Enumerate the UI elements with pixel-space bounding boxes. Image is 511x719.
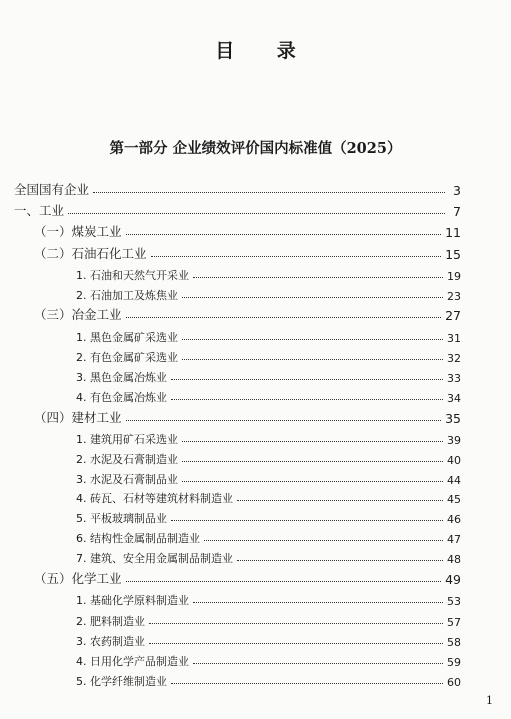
- dot-leader: [182, 296, 443, 298]
- dot-leader: [204, 539, 443, 541]
- dot-leader: [182, 460, 443, 462]
- toc-entry[interactable]: [76, 546, 461, 566]
- toc-entry-page: 47: [447, 533, 461, 546]
- dot-leader: [126, 580, 442, 582]
- toc-entry[interactable]: [14, 178, 461, 198]
- toc-entry-page: 44: [447, 474, 461, 487]
- toc-entry[interactable]: [76, 283, 461, 303]
- toc-entry[interactable]: [14, 199, 461, 219]
- toc-entry-page: 48: [447, 553, 461, 566]
- toc-entry-label: 2. 有色金属矿采选业: [76, 351, 178, 364]
- toc-entry-page: 35: [445, 411, 461, 426]
- dot-leader: [182, 358, 443, 360]
- toc-entry[interactable]: [76, 526, 461, 546]
- toc-entry[interactable]: [76, 669, 461, 689]
- toc-entry[interactable]: [76, 506, 461, 526]
- toc-entry[interactable]: [76, 588, 461, 608]
- toc-entry-page: 34: [447, 392, 461, 405]
- toc-entry-label: （四）建材工业: [34, 410, 122, 425]
- toc-entry-page: 7: [453, 204, 461, 219]
- toc-entry-page: 11: [445, 225, 461, 240]
- toc-entry-label: 2. 水泥及石膏制造业: [76, 453, 178, 466]
- toc-entry-label: 6. 结构性金属制品制造业: [76, 532, 200, 545]
- toc-entry-label: （二）石油石化工业: [34, 246, 147, 261]
- dot-leader: [182, 338, 443, 340]
- page-number: 1: [486, 694, 493, 707]
- toc-entry[interactable]: [34, 303, 461, 323]
- toc-entry[interactable]: [34, 220, 461, 240]
- dot-leader: [149, 642, 443, 644]
- dot-leader: [126, 233, 442, 235]
- toc-entry-label: 2. 肥料制造业: [76, 615, 145, 628]
- toc-entry-page: 59: [447, 656, 461, 669]
- toc-entry-label: 4. 日用化学产品制造业: [76, 655, 189, 668]
- toc-entry[interactable]: [34, 406, 461, 426]
- dot-leader: [126, 316, 442, 318]
- dot-leader: [171, 398, 443, 400]
- toc-entry[interactable]: [76, 649, 461, 669]
- dot-leader: [182, 440, 443, 442]
- toc-entry[interactable]: [76, 609, 461, 629]
- toc-entry-label: 4. 有色金属冶炼业: [76, 391, 167, 404]
- toc-entry[interactable]: [76, 447, 461, 467]
- toc-entry-page: 3: [453, 183, 461, 198]
- dot-leader: [171, 682, 443, 684]
- toc-entry-label: 5. 化学纤维制造业: [76, 675, 167, 688]
- toc-entry[interactable]: [34, 242, 461, 262]
- toc-entry-label: 3. 农药制造业: [76, 635, 145, 648]
- dot-leader: [151, 255, 442, 257]
- toc-entry[interactable]: [34, 567, 461, 587]
- toc-entry-page: 32: [447, 352, 461, 365]
- toc-entry-label: 1. 基础化学原料制造业: [76, 594, 189, 607]
- part-heading: 第一部分 企业绩效评价国内标准值（2025）: [109, 140, 402, 157]
- dot-leader: [171, 378, 443, 380]
- toc-entry-page: 27: [445, 308, 461, 323]
- dot-leader: [126, 419, 442, 421]
- toc-entry[interactable]: [76, 365, 461, 385]
- toc-entry-label: 2. 石油加工及炼焦业: [76, 289, 178, 302]
- toc-entry[interactable]: [76, 325, 461, 345]
- toc-entry[interactable]: [76, 263, 461, 283]
- toc-entry-page: 46: [447, 513, 461, 526]
- toc-entry-label: 7. 建筑、安全用金属制品制造业: [76, 552, 233, 565]
- toc-entry-label: 一、工业: [14, 203, 65, 218]
- toc-entry[interactable]: [76, 486, 461, 506]
- dot-leader: [193, 276, 443, 278]
- toc-entry-page: 49: [445, 572, 461, 587]
- toc-title: 目 录: [215, 40, 314, 62]
- toc-entry-page: 33: [447, 372, 461, 385]
- dot-leader: [237, 559, 443, 561]
- dot-leader: [182, 480, 443, 482]
- toc-entry[interactable]: [76, 629, 461, 649]
- toc-entry-page: 58: [447, 636, 461, 649]
- toc-entry-label: 3. 水泥及石膏制品业: [76, 473, 178, 486]
- toc-entry-label: （五）化学工业: [34, 571, 122, 586]
- toc-entry-label: 1. 石油和天然气开采业: [76, 269, 189, 282]
- toc-entry-label: 1. 建筑用矿石采选业: [76, 433, 178, 446]
- toc-entry-label: （三）冶金工业: [34, 307, 122, 322]
- toc-entry-page: 40: [447, 454, 461, 467]
- toc-entry-page: 57: [447, 616, 461, 629]
- toc-entry-page: 60: [447, 676, 461, 689]
- toc-entry-page: 53: [447, 595, 461, 608]
- dot-leader: [68, 212, 445, 214]
- dot-leader: [193, 601, 443, 603]
- toc-entry-page: 39: [447, 434, 461, 447]
- toc-entry-page: 19: [447, 270, 461, 283]
- toc-entry-label: 5. 平板玻璃制品业: [76, 512, 167, 525]
- toc-entry-label: 4. 砖瓦、石材等建筑材料制造业: [76, 492, 233, 505]
- toc-entry[interactable]: [76, 467, 461, 487]
- dot-leader: [193, 662, 443, 664]
- toc-entry-page: 45: [447, 493, 461, 506]
- dot-leader: [93, 191, 445, 193]
- toc-entry-page: 15: [445, 247, 461, 262]
- toc-entry-page: 23: [447, 290, 461, 303]
- toc-entry-label: 1. 黑色金属矿采选业: [76, 331, 178, 344]
- toc-entry-label: （一）煤炭工业: [34, 224, 122, 239]
- toc-entry-page: 31: [447, 332, 461, 345]
- dot-leader: [149, 622, 443, 624]
- toc-entry[interactable]: [76, 345, 461, 365]
- dot-leader: [237, 499, 443, 501]
- toc-entry-label: 3. 黑色金属冶炼业: [76, 371, 167, 384]
- toc-entry[interactable]: [76, 385, 461, 405]
- dot-leader: [171, 519, 443, 521]
- toc-entry[interactable]: [76, 427, 461, 447]
- toc-entry-label: 全国国有企业: [14, 182, 90, 197]
